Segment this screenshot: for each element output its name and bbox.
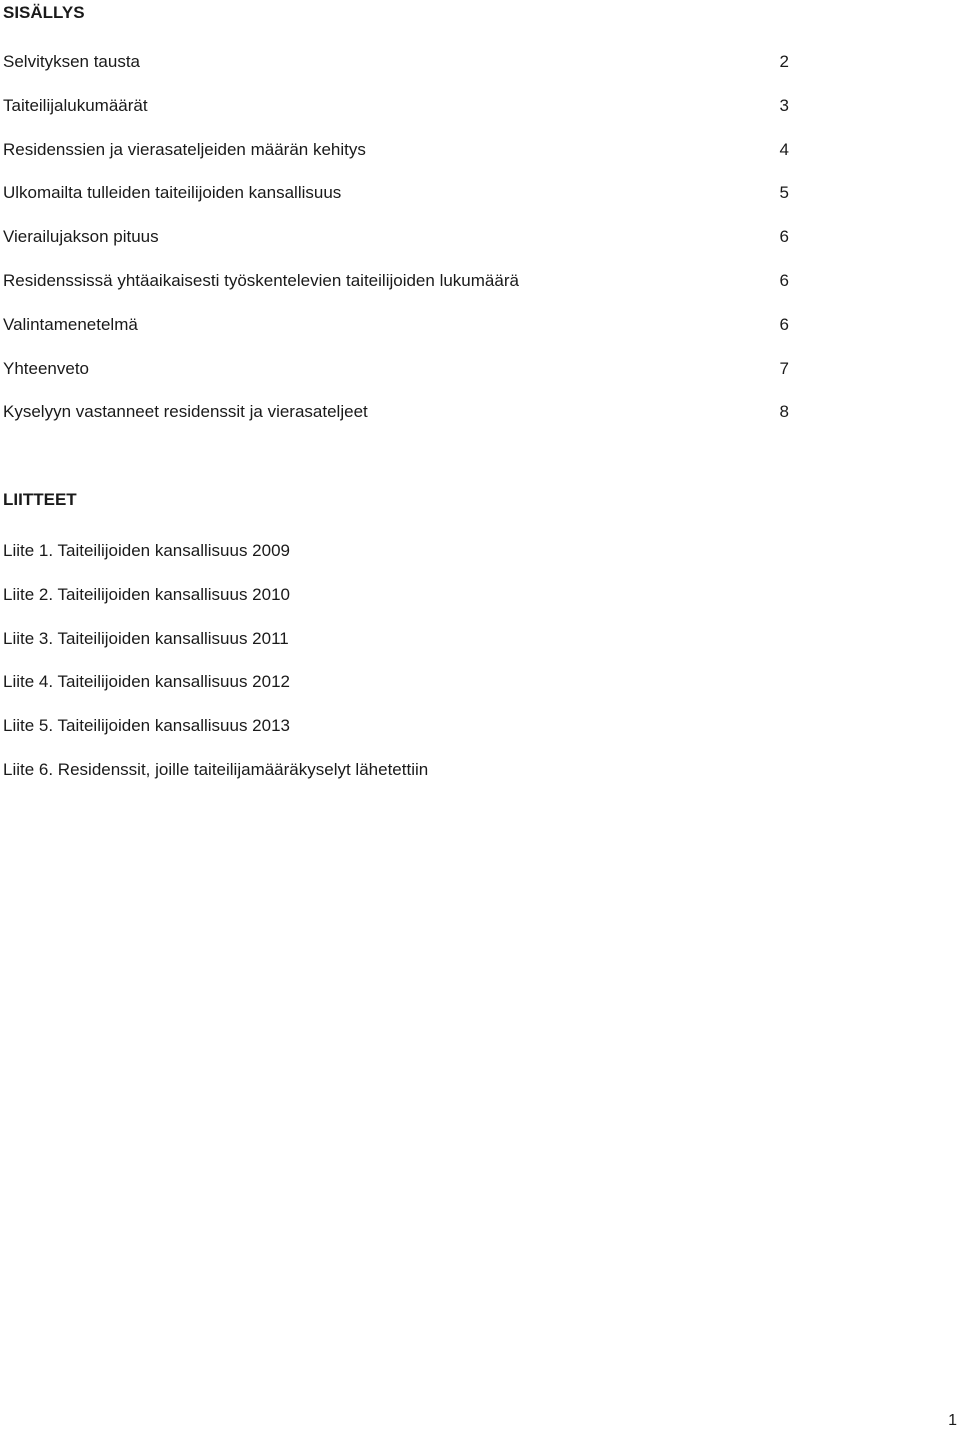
- toc-entry-page: 4: [779, 139, 789, 159]
- appendix-item: Liite 2. Taiteilijoiden kansallisuus 2010: [3, 584, 290, 604]
- toc-entry-page: 2: [779, 52, 789, 71]
- page-number: 1: [948, 1412, 957, 1429]
- toc-entry-page: 6: [779, 227, 789, 247]
- toc-entry: [3, 51, 789, 95]
- toc-entry-page: 6: [779, 270, 789, 290]
- toc-entry: [3, 139, 789, 183]
- toc-entry: [3, 314, 789, 358]
- appendix-item: Liite 1. Taiteilijoiden kansallisuus 2009: [3, 541, 290, 560]
- appendices-heading: LIITTEET: [3, 490, 77, 509]
- toc-entry-title: Ulkomailta tulleiden taiteilijoiden kansallisuus: [3, 183, 342, 203]
- appendix-item: Liite 4. Taiteilijoiden kansallisuus 2012: [3, 672, 290, 692]
- appendix-item: Liite 5. Taiteilijoiden kansallisuus 2013: [3, 716, 290, 736]
- toc-entry: [3, 358, 789, 402]
- toc-entry-title: Taiteilijalukumäärät: [3, 95, 148, 115]
- toc-entry-title: Selvityksen tausta: [3, 52, 141, 71]
- toc-entry-title: Kyselyyn vastanneet residenssit ja vierasateljeet: [3, 402, 368, 422]
- toc-entry-page: 5: [779, 183, 789, 203]
- toc-entry-page: 6: [779, 314, 789, 334]
- appendix-list: [3, 540, 428, 803]
- toc-entry: [3, 401, 789, 445]
- appendix-item: Liite 3. Taiteilijoiden kansallisuus 2011: [3, 628, 289, 648]
- toc-entry-page: 3: [779, 95, 789, 115]
- toc-list: [3, 51, 789, 445]
- toc-entry-title: Residenssissä yhtäaikaisesti työskentelevien taiteilijoiden lukumäärä: [3, 270, 519, 290]
- toc-heading: SISÄLLYS: [3, 3, 85, 22]
- toc-entry-title: Residenssien ja vierasateljeiden määrän kehitys: [3, 139, 366, 159]
- toc-entry-title: Valintamenetelmä: [3, 314, 138, 334]
- appendix-item: Liite 6. Residenssit, joille taiteilijamääräkyselyt lähetettiin: [3, 759, 429, 779]
- toc-entry-title: Vierailujakson pituus: [3, 227, 159, 247]
- toc-entry-page: 7: [779, 358, 789, 378]
- toc-entry: [3, 182, 789, 226]
- toc-entry: [3, 226, 789, 270]
- toc-entry-title: Yhteenveto: [3, 358, 90, 378]
- toc-entry-page: 8: [779, 402, 789, 422]
- toc-entry: [3, 270, 789, 314]
- toc-entry: [3, 95, 789, 139]
